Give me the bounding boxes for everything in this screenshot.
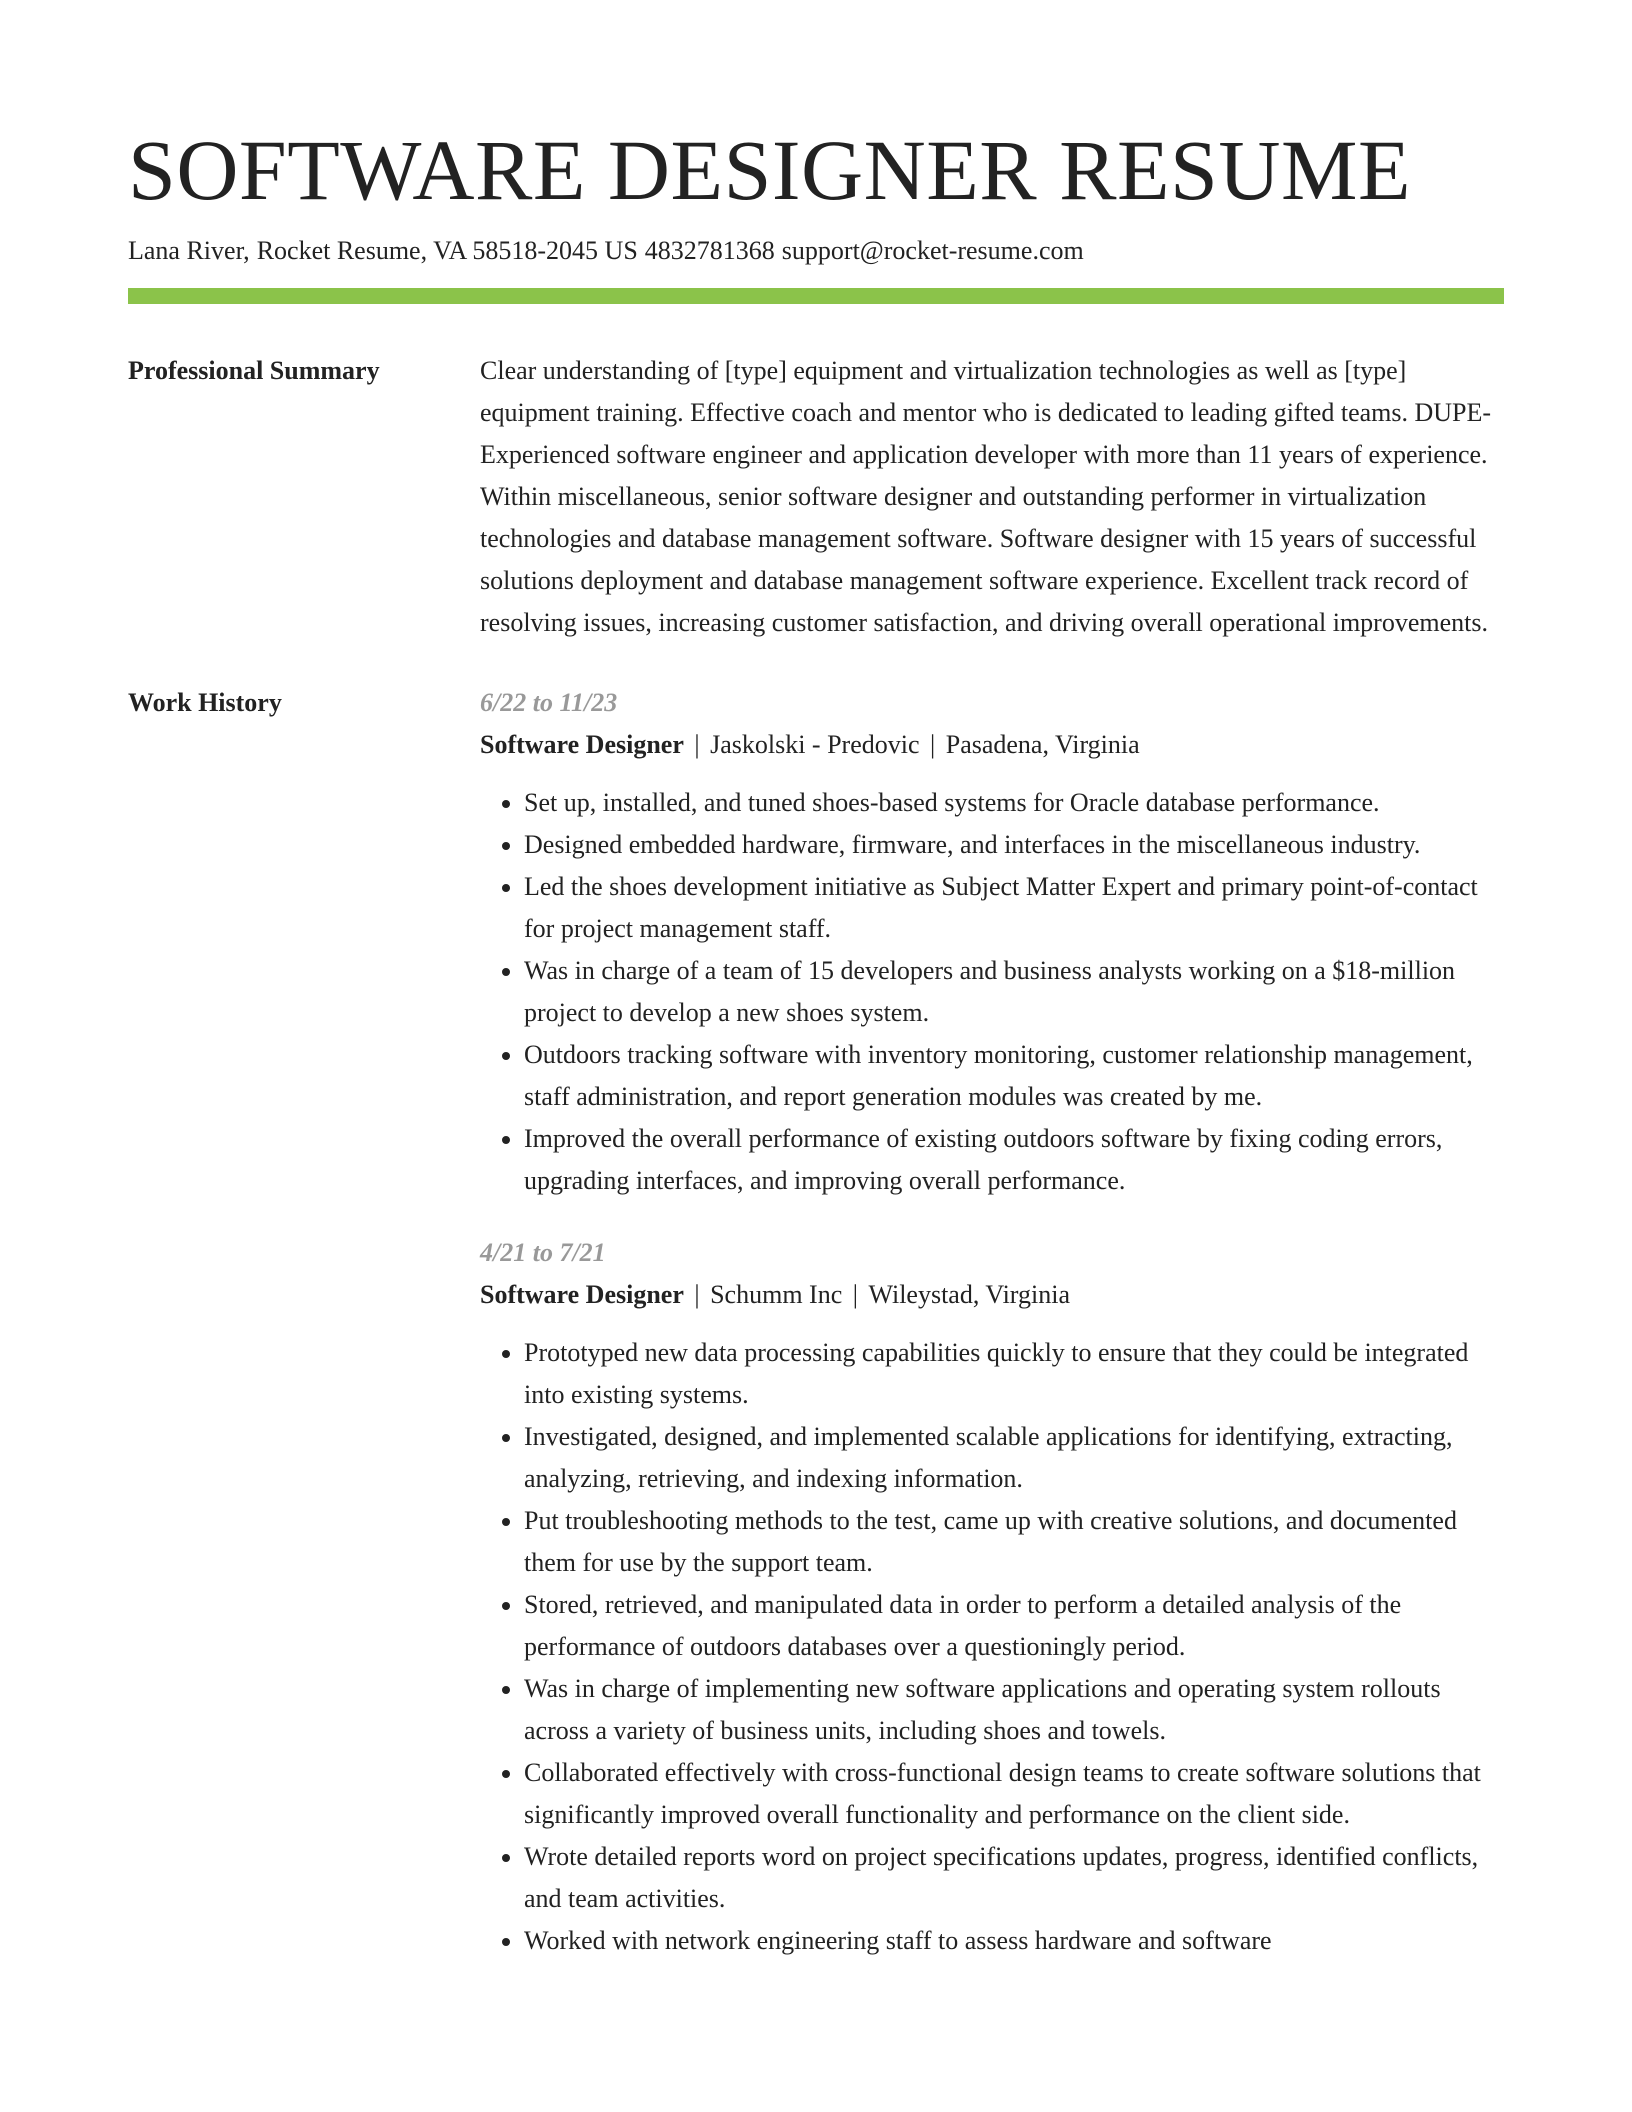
job-bullet: • Was in charge of implementing new software applications and operating system rollouts across a variety of business units, including shoes and towels. [524, 1668, 1504, 1752]
job-bullet: • Worked with network engineering staff to assess hardware and software [524, 1920, 1504, 1962]
job-bullet-list [480, 1332, 1504, 1962]
job-bullet: • Collaborated effectively with cross-functional design teams to create software solutions that significantly improved overall functionality and performance on the client side. [524, 1752, 1504, 1836]
job-bullet: • Stored, retrieved, and manipulated data in order to perform a detailed analysis of the performance of outdoors databases over a questioningly period. [524, 1584, 1504, 1668]
job-bullet: • Led the shoes development initiative as Subject Matter Expert and primary point-of-contact for project management staff. [524, 866, 1504, 950]
job-bullet: • Designed embedded hardware, firmware, and interfaces in the miscellaneous industry. [524, 824, 1504, 866]
contact-address: Rocket Resume, VA 58518-2045 US [256, 236, 638, 265]
professional-summary-text: Clear understanding of [type] equipment and virtualization technologies as well as [type] equipment training. Effective coach and mentor who is dedicated to leading gifted teams. DUPE- Experienced software engineer and application developer with more than 11 years of experience. Within miscellaneous, senior software designer and outstanding performer in virtualization technologies and database management software. Software designer with 15 years of successful solutions deployment and database management software experience. Excellent track record of resolving issues, increasing customer satisfaction, and driving overall operational improvements. [480, 356, 1492, 637]
job-location: Wileystad, Virginia [868, 1280, 1070, 1309]
contact-name: Lana River, [128, 236, 250, 265]
job-separator: | [846, 1280, 865, 1309]
job-company: Jaskolski - Predovic [710, 730, 920, 759]
job-dates: 6/22 to 11/23 [480, 688, 618, 717]
professional-summary-label: Professional Summary [128, 356, 380, 385]
job-entry [480, 682, 1504, 1202]
job-role: Software Designer [480, 730, 684, 759]
contact-email: support@rocket-resume.com [781, 236, 1084, 265]
job-bullet: • Improved the overall performance of existing outdoors software by fixing coding errors, upgrading interfaces, and improving overall performance. [524, 1118, 1504, 1202]
job-heading [480, 724, 1504, 766]
resume-page [128, 0, 1504, 1962]
job-separator: | [687, 730, 707, 759]
job-bullet: • Investigated, designed, and implemented scalable applications for identifying, extracting, analyzing, retrieving, and indexing information. [524, 1416, 1504, 1500]
work-history-list [480, 682, 1504, 1962]
professional-summary-section [128, 350, 1504, 644]
contact-phone: 4832781368 [644, 236, 775, 265]
job-role: Software Designer [480, 1280, 684, 1309]
job-entry [480, 1232, 1504, 1962]
work-history-section [128, 682, 1504, 1962]
job-bullet: • Set up, installed, and tuned shoes-based systems for Oracle database performance. [524, 782, 1504, 824]
job-heading [480, 1274, 1504, 1316]
job-location: Pasadena, Virginia [945, 730, 1140, 759]
job-bullet: • Was in charge of a team of 15 developers and business analysts working on a $18-million project to develop a new shoes system. [524, 950, 1504, 1034]
job-bullet: • Prototyped new data processing capabilities quickly to ensure that they could be integrated into existing systems. [524, 1332, 1504, 1416]
job-bullet: • Outdoors tracking software with inventory monitoring, customer relationship management, staff administration, and report generation modules was created by me. [524, 1034, 1504, 1118]
resume-title: SOFTWARE DESIGNER RESUME [128, 122, 1411, 218]
header-divider [128, 288, 1504, 304]
job-separator: | [923, 730, 942, 759]
job-separator: | [687, 1280, 707, 1309]
job-bullet-list [480, 782, 1504, 1202]
job-bullet: • Put troubleshooting methods to the test, came up with creative solutions, and documented them for use by the support team. [524, 1500, 1504, 1584]
job-bullet: • Wrote detailed reports word on project specifications updates, progress, identified conflicts, and team activities. [524, 1836, 1504, 1920]
work-history-label: Work History [128, 688, 282, 717]
job-company: Schumm Inc [710, 1280, 843, 1309]
job-dates: 4/21 to 7/21 [480, 1238, 606, 1267]
contact-line [128, 234, 1504, 268]
